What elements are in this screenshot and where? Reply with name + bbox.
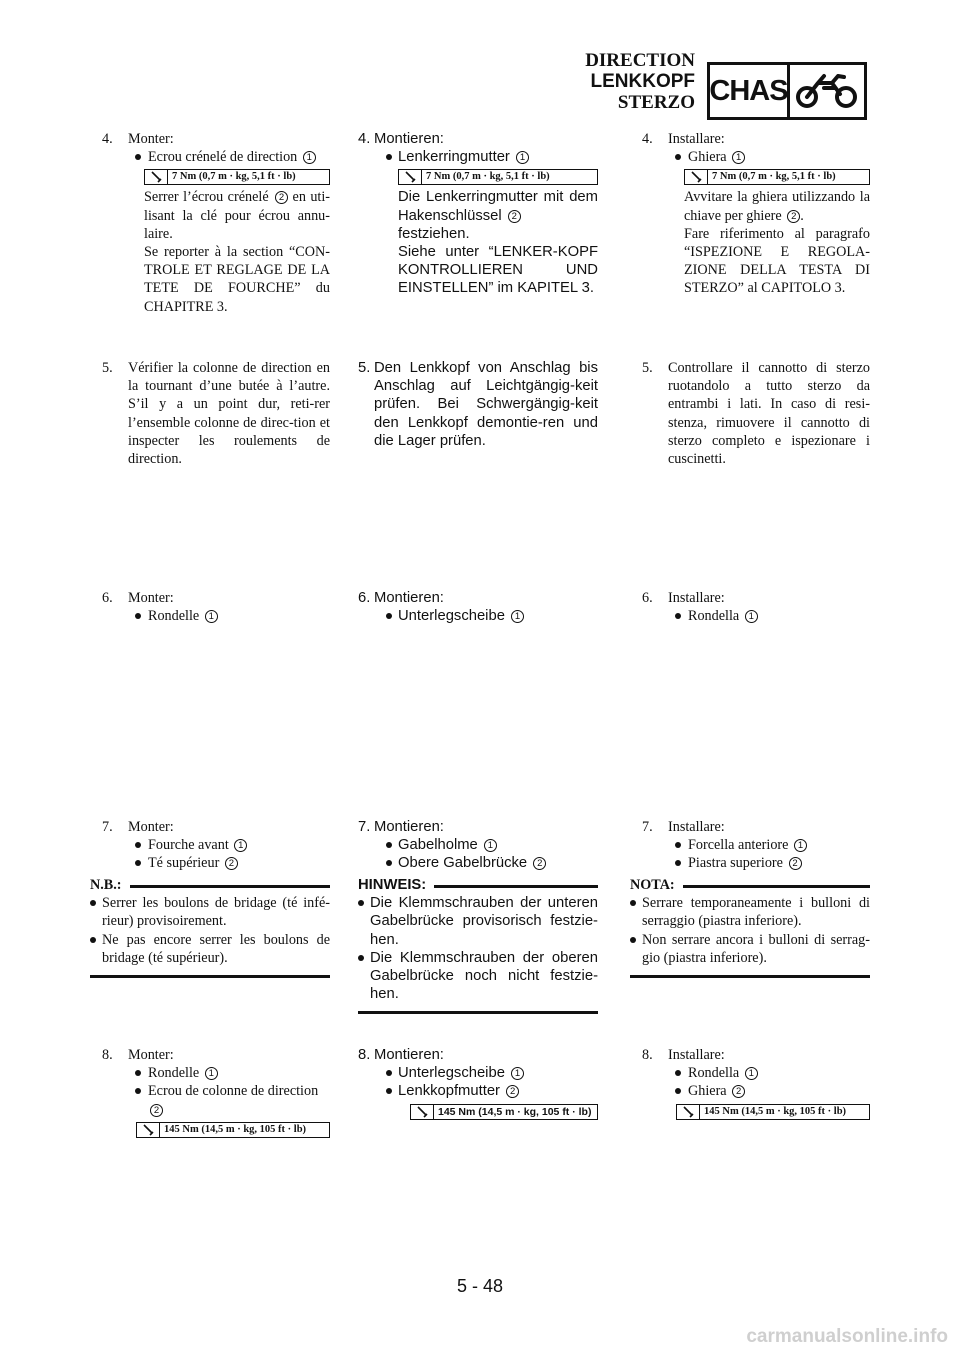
torque-spec: 7 Nm (0,7 m · kg, 5,1 ft · lb) — [684, 169, 870, 185]
step-4-fr: 4. Monter: Ecrou crénelé de direction 1 7 Nm (0,7 m · kg, 5,1 ft · lb) Serrer l’écrou crénelé 2 en uti-lisant la clé pour écrou annu-laire. Se reporter à la section “CON-TROLE ET REGLAGE DE LA TETE DE FOURCHE” du CHAPITRE 3. — [90, 130, 330, 316]
torque-spec: 7 Nm (0,7 m · kg, 5,1 ft · lb) — [144, 169, 330, 185]
wrench-icon — [145, 170, 168, 184]
wrench-icon — [685, 170, 708, 184]
step-5-de: 5. Den Lenkkopf von Anschlag bis Anschlag auf Leichtgängig-keit prüfen. Bei Schwergängig-keit den Lenkkopf demontie-ren und die Lager prüfen. — [358, 360, 598, 449]
column-french — [90, 0, 330, 1358]
step-5-fr: 5. Vérifier la colonne de direction en la tournant d’une butée à l’autre. S’il y a un point dur, reti-rer l’ensemble colonne de direc-tion et inspecter les roulements de direction. — [102, 360, 330, 468]
torque-spec: 145 Nm (14,5 m · kg, 105 ft · lb) — [676, 1104, 870, 1120]
note-it: NOTA: Serrare temporaneamente i bulloni di serraggio (piastra inferiore). Non serrare ancora i bulloni di serrag-gio (piastra inferiore). — [630, 876, 870, 978]
step-4-it: 4. Installare: Ghiera 1 7 Nm (0,7 m · kg, 5,1 ft · lb) Avvitare la ghiera utilizzando la chiave per ghiere 2 . Fare riferimento al paragrafo “ISPEZIONE E REGOLA-ZIONE DELLA TESTA DI STERZO” al CAPITOLO 3. — [630, 130, 870, 298]
title-it: STERZO — [617, 92, 695, 113]
ref-1: 1 — [303, 151, 316, 164]
wrench-icon — [411, 1105, 434, 1119]
column-german — [358, 0, 598, 1358]
page-number: 5 - 48 — [456, 1276, 504, 1296]
note-de: HINWEIS: Die Klemmschrauben der unteren Gabelbrücke provisorisch festzie-hen. Die Klemmschrauben der oberen Gabelbrücke noch nicht festzie-hen. — [358, 876, 598, 1014]
step-7-fr: 7. Monter: Fourche avant 1 Té supérieur 2 — [90, 818, 330, 873]
torque-spec: 7 Nm (0,7 m · kg, 5,1 ft · lb) — [398, 169, 598, 185]
note-fr: N.B.: Serrer les boulons de bridage (té infé-rieur) provisoirement. Ne pas encore serrer les boulons de bridage (té supérieur). — [90, 876, 330, 978]
step-7-it: 7. Installare: Forcella anteriore 1 Piastra superiore 2 — [630, 818, 870, 873]
step-4-de: 4. Montieren: Lenkerringmutter 1 7 Nm (0,7 m · kg, 5,1 ft · lb) Die Lenkerringmutter mit dem Hakenschlüssel 2 festziehen. Siehe unter “LENKER-KOPF KONTROLLIEREN UND EINSTELLEN” im KAPITEL 3. — [358, 131, 598, 297]
title-fr: DIRECTION — [585, 50, 695, 71]
wrench-icon — [137, 1123, 160, 1137]
step-6-de: 6. Montieren: Unterlegscheibe 1 — [358, 589, 598, 625]
step-7-de: 7. Montieren: Gabelholme 1 Obere Gabelbrücke 2 — [358, 818, 598, 873]
step-8-fr: 8. Monter: Rondelle 1 Ecrou de colonne de direction 2 145 Nm (14,5 m · kg, 105 ft · lb) — [90, 1046, 330, 1141]
watermark: carmanualsonline.info — [746, 1326, 948, 1347]
torque-spec: 145 Nm (14,5 m · kg, 105 ft · lb) — [410, 1104, 598, 1120]
step-8-it: 8. Installare: Rondella 1 Ghiera 2 145 Nm (14,5 m · kg, 105 ft · lb) — [630, 1046, 870, 1123]
title-de: LENKKOPF — [590, 71, 695, 92]
column-italian — [630, 0, 870, 1358]
wrench-icon — [677, 1105, 700, 1119]
step-6-it: 6. Installare: Rondella 1 — [630, 589, 870, 625]
step-5-it: 5. Controllare il cannotto di sterzo ruotandolo a tutto sterzo da entrambi i lati. In caso di resi-stenza, rimuovere il cannotto di sterzo completo e ispezionare i cuscinetti. — [642, 360, 870, 468]
section-label: CHAS — [710, 65, 790, 117]
step-6-fr: 6. Monter: Rondelle 1 — [90, 589, 330, 625]
wrench-icon — [399, 170, 422, 184]
step-8-de: 8. Montieren: Unterlegscheibe 1 Lenkkopfmutter 2 145 Nm (14,5 m · kg, 105 ft · lb) — [358, 1046, 598, 1123]
torque-spec: 145 Nm (14,5 m · kg, 105 ft · lb) — [136, 1122, 330, 1138]
